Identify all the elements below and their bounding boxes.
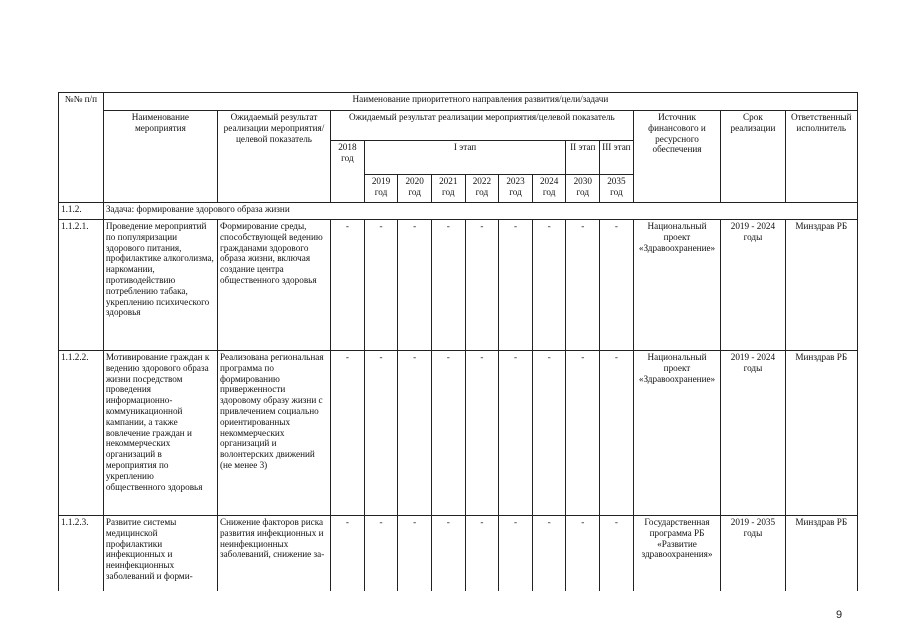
header-year: 2020 год <box>398 175 432 203</box>
page-number: 9 <box>836 609 843 621</box>
row-value: - <box>600 351 634 516</box>
row-value: - <box>331 220 365 351</box>
row-responsible: Минздрав РБ <box>785 516 857 596</box>
header-term: Срок реализации <box>721 111 785 203</box>
row-value: - <box>465 220 499 351</box>
header-direction: Наименование приоритетного направления развития/цели/задачи <box>103 93 857 111</box>
row-value: - <box>398 220 432 351</box>
row-value: - <box>532 351 566 516</box>
row-value: - <box>364 351 398 516</box>
header-year: 2023 год <box>499 175 533 203</box>
header-year: 2035 год <box>600 175 634 203</box>
header-year: 2019 год <box>364 175 398 203</box>
row-source: Национальный проект «Здравоохранение» <box>633 351 721 516</box>
header-year: 2024 год <box>532 175 566 203</box>
row-value: - <box>364 220 398 351</box>
header-num: №№ п/п <box>59 93 104 203</box>
header-year: 2030 год <box>566 175 600 203</box>
table-row <box>59 351 858 516</box>
row-result: Формирование среды, способствующей ведению гражданами здорового образа жизни, включая создание центра общественного здоровья <box>217 220 330 351</box>
row-event-name: Проведение мероприятий по популяризации здорового питания, профилактике алкоголизма, наркомании, противодействию потреблению табака, укреплению психического здоровья <box>103 220 217 351</box>
header-event-name: Наименование мероприятия <box>103 111 217 203</box>
row-value: - <box>499 220 533 351</box>
row-value: - <box>499 516 533 596</box>
row-responsible: Минздрав РБ <box>785 220 857 351</box>
header-expected-result: Ожидаемый результат реализации мероприятия/целевой показатель <box>217 111 330 203</box>
table-row <box>59 220 858 351</box>
header-source: Источник финансового и ресурсного обеспечения <box>633 111 721 203</box>
row-value: - <box>600 220 634 351</box>
row-value: - <box>566 220 600 351</box>
row-value: - <box>465 351 499 516</box>
task-num: 1.1.2. <box>59 203 104 220</box>
row-value: - <box>566 516 600 596</box>
row-value: - <box>465 516 499 596</box>
row-value: - <box>600 516 634 596</box>
row-value: - <box>566 351 600 516</box>
row-num: 1.1.2.1. <box>59 220 104 351</box>
row-value: - <box>431 351 465 516</box>
row-result: Снижение факторов риска развития инфекционных и неинфекционных заболеваний, снижение за- <box>217 516 330 596</box>
row-num: 1.1.2.3. <box>59 516 104 596</box>
row-value: - <box>532 516 566 596</box>
plan-table <box>58 92 858 596</box>
header-year-2018: 2018 год <box>331 141 365 203</box>
page-bottom-margin <box>0 591 905 641</box>
table-row <box>59 516 858 596</box>
row-term: 2019 - 2035 годы <box>721 516 785 596</box>
row-num: 1.1.2.2. <box>59 351 104 516</box>
row-value: - <box>364 516 398 596</box>
row-value: - <box>398 351 432 516</box>
header-stage-2: II этап <box>566 141 600 175</box>
row-source: Национальный проект «Здравоохранение» <box>633 220 721 351</box>
row-term: 2019 - 2024 годы <box>721 351 785 516</box>
header-year: 2021 год <box>431 175 465 203</box>
row-value: - <box>398 516 432 596</box>
header-stage-1: I этап <box>364 141 566 175</box>
header-responsible: Ответственный исполнитель <box>785 111 857 203</box>
row-value: - <box>499 351 533 516</box>
row-responsible: Минздрав РБ <box>785 351 857 516</box>
header-stage-3: III этап <box>600 141 634 175</box>
row-value: - <box>431 220 465 351</box>
row-value: - <box>331 516 365 596</box>
row-value: - <box>532 220 566 351</box>
row-value: - <box>431 516 465 596</box>
row-result: Реализована региональная программа по формированию приверженности здоровому образу жизни с привлечением социально ориентированных некоммерческих организаций и волонтерских движений (не менее 3) <box>217 351 330 516</box>
row-event-name: Мотивирование граждан к ведению здорового образа жизни посредством проведения информационно-коммуникационной кампании, а также вовлечение граждан и некоммерческих организаций в мероприятия по укреплению общественного здоровья <box>103 351 217 516</box>
row-source: Государственная программа РБ «Развитие здравоохранения» <box>633 516 721 596</box>
header-year: 2022 год <box>465 175 499 203</box>
row-event-name: Развитие системы медицинской профилактики инфекционных и неинфекционных заболеваний и форми- <box>103 516 217 596</box>
row-term: 2019 - 2024 годы <box>721 220 785 351</box>
header-expected-realization: Ожидаемый результат реализации мероприятия/целевой показатель <box>331 111 634 141</box>
row-value: - <box>331 351 365 516</box>
task-text: Задача: формирование здорового образа жизни <box>103 203 857 220</box>
